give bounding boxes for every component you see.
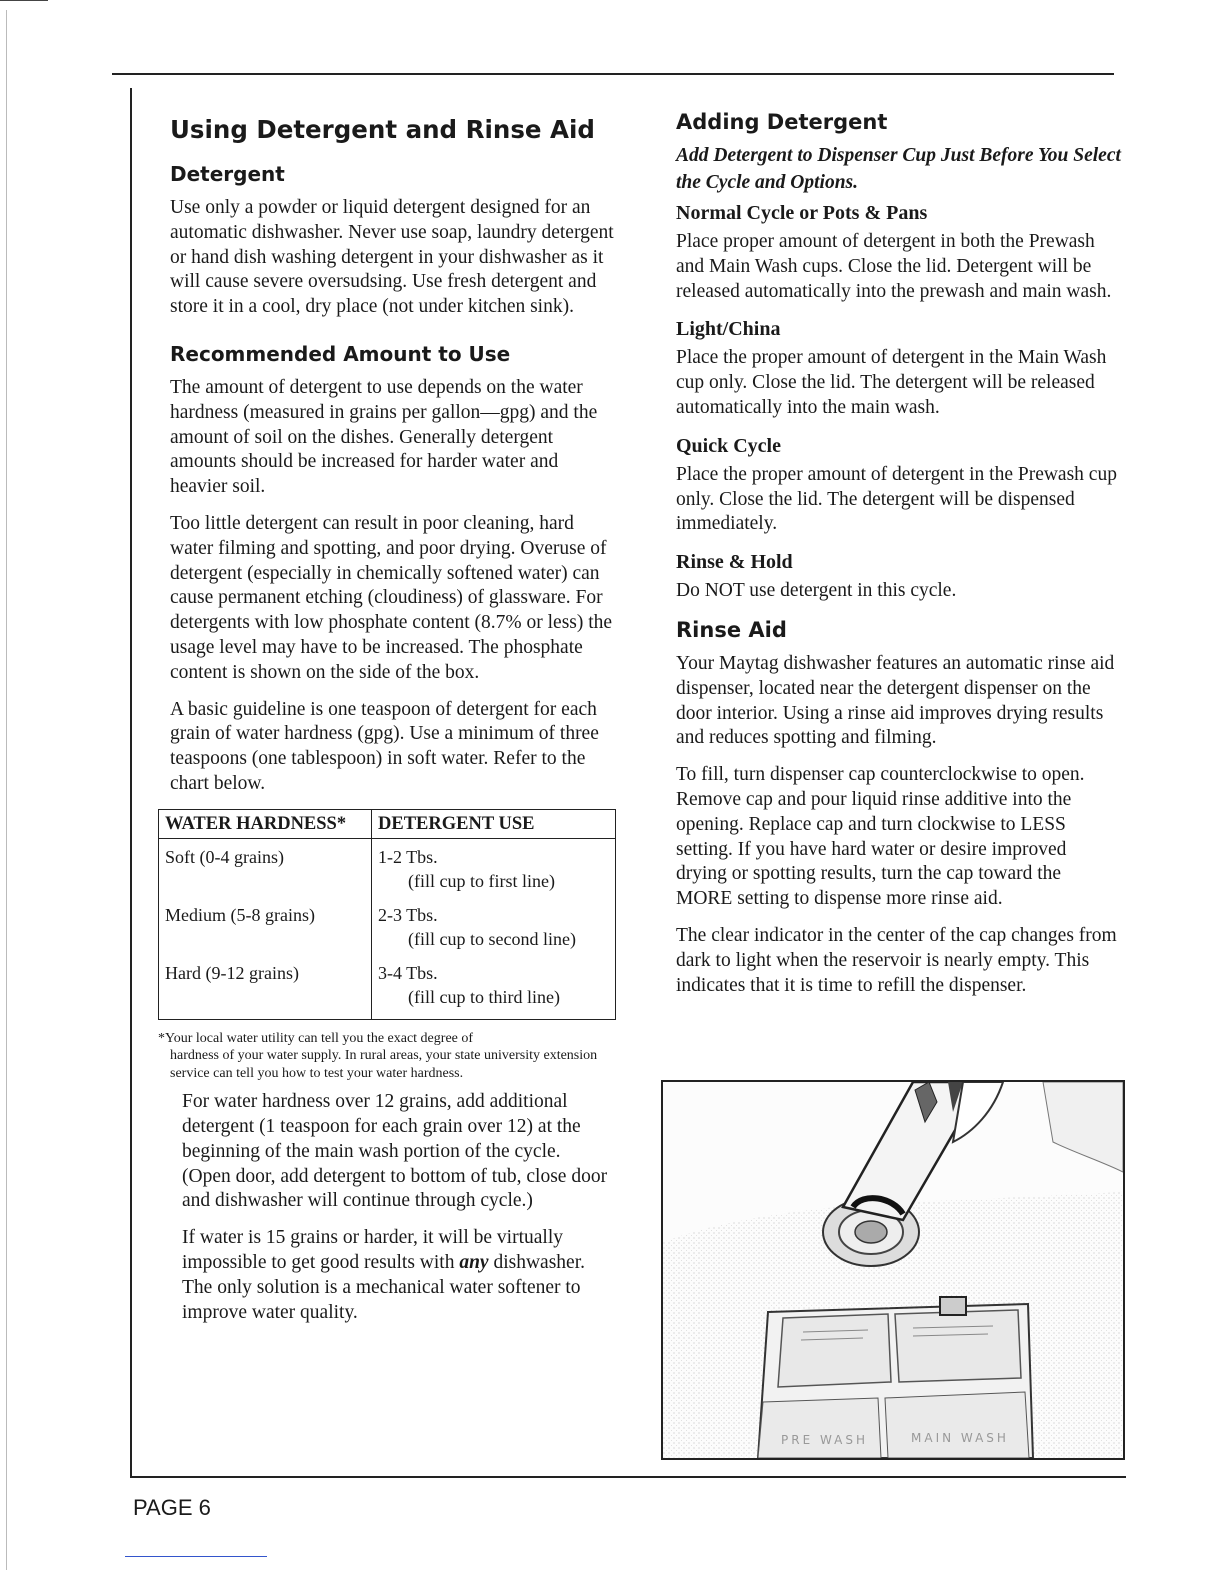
page-title: Using Detergent and Rinse Aid (170, 115, 595, 144)
prewash-cup-label: PRE WASH (781, 1433, 869, 1447)
emphasis-any: any (459, 1252, 489, 1274)
detergent-use-cell (372, 955, 616, 1020)
recommended-paragraph-2: Too little detergent can result in poor cleaning, hard water filming and spotting, and poor drying. Overuse of detergent (especially in chemically softened water) can cause permanent etching (cloudiness) of glassware. For detergents with low phosphate content (8.7% or less) the usage level may have to be increased. The phosphate content is shown on the side of the box. (170, 512, 613, 683)
quick-cycle-text: Place the proper amount of detergent in the Prewash cup only. Close the lid. The detergent will be dispensed immediately. (676, 463, 1117, 535)
table-row (159, 897, 616, 955)
rinse-aid-illustration (661, 1080, 1125, 1460)
scan-blue-line (125, 1556, 267, 1557)
dispenser-drawing (663, 1082, 1123, 1458)
rinse-aid-paragraph-3: The clear indicator in the center of the cap changes from dark to light when the reservoir is nearly empty. This indicates that it is time to refill the dispenser. (676, 924, 1117, 996)
right-column (676, 108, 1121, 1010)
detergent-text: Use only a powder or liquid detergent designed for an automatic dishwasher. Never use soap, laundry detergent or hand dish washing detergent in your dishwasher as it will cause severe oversudsing. Use fresh detergent and store it in a cool, dry place (not under kitchen sink). (170, 197, 614, 318)
detergent-use-cell (372, 838, 616, 897)
table-row (159, 955, 616, 1020)
hardness-footnote (158, 1030, 598, 1083)
frame-left-rule (130, 88, 132, 1478)
amount: 3-4 Tbs. (378, 962, 438, 983)
recommended-paragraph-3: A basic guideline is one teaspoon of detergent for each grain of water hardness (gpg). Use a minimum of three teaspoons (one tablespoon) in soft water. Refer to the chart below. (170, 698, 599, 794)
rinse-hold-text: Do NOT use detergent in this cycle. (676, 580, 957, 602)
frame-top-rule (112, 73, 1114, 75)
table-header-row (159, 809, 616, 838)
rinse-hold-heading: Rinse & Hold (676, 551, 793, 574)
normal-cycle-heading: Normal Cycle or Pots & Pans (676, 202, 928, 224)
amount: 1-2 Tbs. (378, 846, 438, 867)
hardness-cell: Hard (9-12 grains) (159, 955, 372, 1020)
footnote-rest: hardness of your water supply. In rural areas, your state university extension service can tell you how to test your water hardness. (170, 1048, 598, 1081)
detergent-use-cell (372, 897, 616, 955)
main-wash-cup-label: MAIN WASH (911, 1431, 1009, 1445)
water-hardness-table (158, 809, 616, 1020)
frame-bottom-rule (130, 1476, 1126, 1478)
footnote-first-line: *Your local water utility can tell you the exact degree of (158, 1030, 474, 1046)
amount: 2-3 Tbs. (378, 904, 438, 925)
recommended-heading: Recommended Amount to Use (170, 341, 511, 366)
rinse-aid-paragraph-1: Your Maytag dishwasher features an automatic rinse aid dispenser, located near the detergent dispenser on the door interior. Using a rinse aid improves drying results and reduces spotting and filming. (676, 652, 1115, 749)
normal-cycle-text: Place proper amount of detergent in both the Prewash and Main Wash cups. Close the lid. Detergent will be released automatically into the prewash and main wash. (676, 231, 1112, 302)
light-china-text: Place the proper amount of detergent in the Main Wash cup only. Close the lid. The detergent will be released automatically into the main wash. (676, 347, 1107, 418)
header-detergent-use: DETERGENT USE (372, 809, 616, 838)
over-15-grains-text: If water is 15 grains or harder, it will be virtually impossible to get good results with any dishwasher. The only solution is a mechanical water softener to improve water quality. (182, 1227, 585, 1323)
rinse-aid-heading: Rinse Aid (676, 617, 787, 642)
scan-edge-top (0, 0, 48, 1)
left-column (158, 112, 618, 1337)
table-row (159, 838, 616, 897)
recommended-paragraph-1: The amount of detergent to use depends on the water hardness (measured in grains per gallon—gpg) and the amount of soil on the dishes. Generally detergent amounts should be increased for harder water and heavier soil. (170, 376, 598, 498)
adding-detergent-heading: Adding Detergent (676, 110, 888, 134)
page-number: PAGE 6 (133, 1495, 211, 1520)
hardness-cell: Medium (5-8 grains) (159, 897, 372, 955)
over-12-grains-text: For water hardness over 12 grains, add additional detergent (1 teaspoon for each grain over 12) at the beginning of the main wash portion of the cycle. (Open door, add detergent to bottom of tub, close door and dishwasher will continue through cycle.) (182, 1091, 608, 1212)
hardness-cell: Soft (0-4 grains) (159, 838, 372, 897)
adding-detergent-subheading: Add Detergent to Dispenser Cup Just Before You Select the Cycle and Options. (676, 145, 1121, 193)
fill-note: (fill cup to third line) (408, 986, 560, 1007)
quick-cycle-heading: Quick Cycle (676, 434, 781, 457)
fill-note: (fill cup to second line) (408, 928, 576, 949)
rinse-aid-paragraph-2: To fill, turn dispenser cap counterclockwise to open. Remove cap and pour liquid rinse additive into the opening. Replace cap and turn clockwise to LESS setting. If you have hard water or desire improved drying or spotting results, turn the cap toward the MORE setting to dispense more rinse aid. (676, 764, 1085, 910)
header-water-hardness: WATER HARDNESS* (159, 809, 372, 838)
light-china-heading: Light/China (676, 318, 781, 341)
scan-edge-left (6, 10, 7, 1570)
fill-note: (fill cup to first line) (408, 870, 555, 891)
detergent-heading: Detergent (170, 162, 285, 186)
